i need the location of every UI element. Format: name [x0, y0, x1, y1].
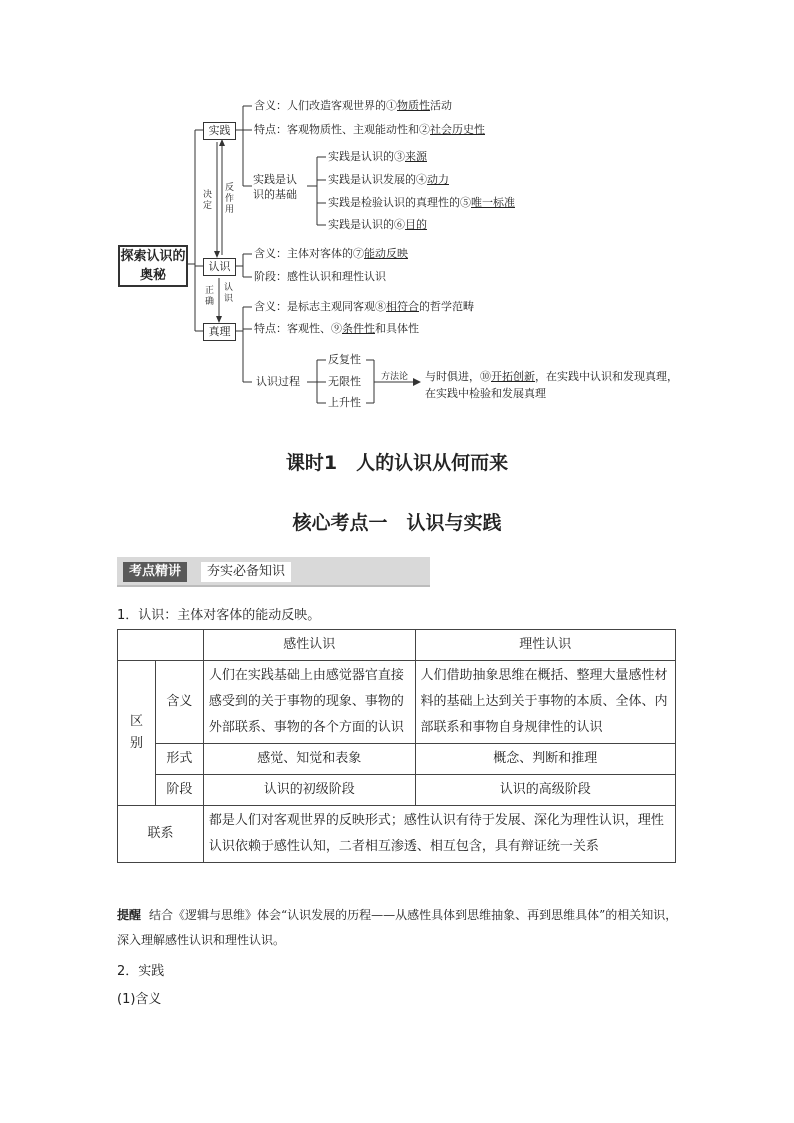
answer-blank: 唯一标准: [471, 196, 515, 209]
practice-node: [203, 122, 236, 140]
diagram-root-box: [118, 245, 188, 287]
diagram-root-label: 探索认识的奥秘: [120, 249, 186, 283]
answer-blank: 目的: [405, 218, 427, 231]
table-row: [118, 775, 676, 806]
practice-features: 特点：客观物质性、主观能动性和②社会历史性: [254, 123, 485, 136]
answer-blank: 来源: [405, 150, 427, 163]
answer-blank: 社会历史性: [430, 123, 485, 136]
table-row-label: 形式: [155, 744, 203, 775]
table-cell: 认识的高级阶段: [415, 775, 676, 806]
table-cell: 感觉、知觉和表象: [203, 744, 415, 775]
practice-basis-item: 实践是检验认识的真理性的⑤唯一标准: [328, 196, 515, 209]
cognition-meaning: 含义：主体对客体的⑦能动反映: [254, 247, 408, 260]
comparison-table: [117, 629, 676, 863]
process-item: 上升性: [328, 396, 361, 409]
table-group-cell: [118, 661, 156, 806]
table-row-label: 联系: [118, 806, 204, 863]
diagram-connector-lines: [0, 0, 794, 420]
cognition-node-label: 认识: [208, 260, 231, 273]
arrow-label-correct: 正确: [205, 286, 215, 307]
truth-node: [203, 323, 236, 341]
table-row-label: 含义: [155, 661, 203, 744]
table-header-cell: 感性认识: [203, 630, 415, 661]
topic-tag-bar: [117, 557, 430, 587]
arrow-label-decide: 决定: [203, 190, 213, 211]
reminder-text: 结合《逻辑与思维》体会“认识发展的历程——从感性具体到思维抽象、再到思维具体”的相关知识，深入理解感性认识和理性认识。: [117, 908, 678, 947]
answer-blank: 开拓创新: [491, 370, 535, 383]
table-header-cell: 理性认识: [415, 630, 676, 661]
point-2-heading: 2．实践: [117, 964, 165, 979]
reminder-note: [117, 903, 679, 953]
process-item: 无限性: [328, 375, 361, 388]
table-row: [118, 744, 676, 775]
cognition-stage: 阶段：感性认识和理性认识: [254, 270, 386, 283]
practice-basis-item: 实践是认识的⑥目的: [328, 218, 427, 231]
truth-features: 特点：客观性、⑨条件性和具体性: [254, 322, 419, 335]
answer-blank: 物质性: [397, 99, 430, 112]
table-header-row: [118, 630, 676, 661]
arrow-label-react: 反作用: [225, 183, 235, 215]
table-cell: 都是人们对客观世界的反映形式；感性认识有待于发展、深化为理性认识，理性认识依赖于感性认知，二者相互渗透、相互包含，具有辩证统一关系: [203, 806, 675, 863]
method-label: 方法论: [381, 372, 409, 382]
point-1-heading: 1．认识：主体对客体的能动反映。: [117, 608, 321, 623]
practice-basis-label: 实践是认识的基础: [253, 173, 297, 201]
table-cell: 认识的初级阶段: [203, 775, 415, 806]
arrow-label-know: 认识: [224, 283, 234, 304]
tag-light: 夯实必备知识: [201, 562, 291, 582]
answer-blank: 动力: [427, 173, 449, 186]
table-cell: 人们在实践基础上由感觉器官直接感受到的关于事物的现象、事物的外部联系、事物的各个方面的认识: [203, 661, 415, 744]
table-cell: 人们借助抽象思维在概括、整理大量感性材料的基础上达到关于事物的本质、全体、内部联系和事物自身规律性的认识: [415, 661, 676, 744]
practice-basis-item: 实践是认识发展的④动力: [328, 173, 449, 186]
table-corner-cell: [118, 630, 204, 661]
answer-blank: 条件性: [342, 322, 375, 335]
table-row: [118, 806, 676, 863]
truth-meaning: 含义：是标志主观同客观⑧相符合的哲学范畴: [254, 300, 474, 313]
cognition-node: [203, 258, 236, 276]
practice-node-label: 实践: [208, 124, 231, 137]
practice-basis-item: 实践是认识的③来源: [328, 150, 427, 163]
truth-conclusion: 与时俱进，⑩开拓创新，在实践中认识和发现真理，在实践中检验和发展真理: [425, 370, 678, 400]
answer-blank: 相符合: [386, 300, 419, 313]
point-2-subheading: (1)含义: [117, 992, 162, 1007]
truth-process-label: 认识过程: [256, 375, 300, 388]
table-row: [118, 661, 676, 744]
answer-blank: 能动反映: [364, 247, 408, 260]
table-cell: 概念、判断和推理: [415, 744, 676, 775]
table-group-label: 区别: [129, 714, 143, 751]
process-item: 反复性: [328, 353, 361, 366]
section-title: 核心考点一 认识与实践: [292, 512, 502, 534]
table-row-label: 阶段: [155, 775, 203, 806]
practice-meaning: 含义：人们改造客观世界的①物质性活动: [254, 99, 452, 112]
truth-node-label: 真理: [208, 325, 231, 338]
reminder-label: 提醒: [117, 908, 142, 922]
lesson-title: 课时1 人的认识从何而来: [285, 452, 509, 474]
tag-dark: 考点精讲: [123, 562, 187, 582]
